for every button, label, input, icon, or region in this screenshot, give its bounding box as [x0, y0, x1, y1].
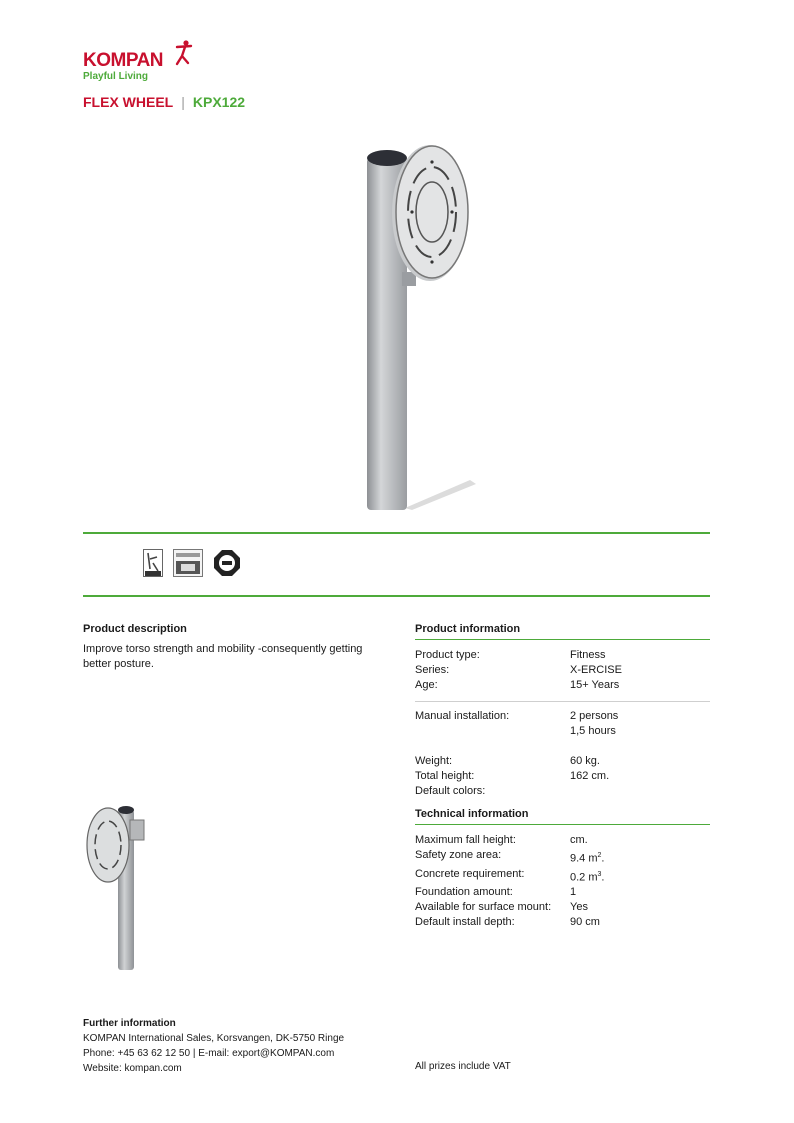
- kompan-figure-icon: [173, 40, 193, 66]
- tech-label: Safety zone area:: [415, 849, 502, 861]
- product-main-image: [350, 140, 480, 520]
- footer-address: KOMPAN International Sales, Korsvangen, DK-5750 Ringe: [83, 1033, 345, 1044]
- info-label: Manual installation:: [415, 710, 510, 722]
- product-title: [83, 94, 245, 110]
- section-rule-bottom: [83, 595, 710, 597]
- tech-row: [415, 900, 710, 915]
- info-label: Total height:: [415, 770, 475, 782]
- info-row: [415, 784, 710, 799]
- info-value: Fitness: [570, 649, 606, 661]
- info-value: 1,5 hours: [570, 725, 616, 737]
- technical-info-section: [415, 808, 710, 930]
- info-row: [415, 709, 710, 724]
- tech-value: cm.: [570, 834, 588, 846]
- info-label: Product type:: [415, 649, 480, 661]
- section-rule-top: [83, 532, 710, 534]
- footer-heading: Further information: [83, 1018, 176, 1029]
- product-info-section: [415, 623, 710, 799]
- tech-row: [415, 848, 710, 867]
- product-side-image: [82, 800, 152, 975]
- info-value: 2 persons: [570, 710, 619, 722]
- tech-row: [415, 915, 710, 930]
- description-heading: Product description: [83, 623, 187, 635]
- tech-value: 0.2 $m^3$.: [570, 870, 605, 884]
- tech-row: [415, 885, 710, 900]
- tech-value: 90 cm: [570, 916, 600, 929]
- certification-row: [143, 548, 241, 578]
- epi-cert-icon: [143, 549, 163, 577]
- product-code: KPX122: [192, 94, 246, 110]
- tech-row: [415, 833, 710, 848]
- info-label: Age:: [415, 679, 438, 691]
- info-value: 15+ Years: [570, 679, 620, 691]
- title-separator: |: [181, 94, 185, 110]
- tuv-cert-icon: [213, 549, 241, 577]
- info-value: 60 kg.: [570, 755, 600, 767]
- info-row: [415, 724, 710, 739]
- product-info-heading: Product information: [415, 623, 710, 640]
- footer-website: Website: kompan.com: [83, 1063, 182, 1074]
- tech-row: [415, 867, 710, 886]
- description-text: Improve torso strength and mobility -consequently getting better posture.: [83, 643, 363, 670]
- vat-note: All prizes include VAT: [415, 1061, 511, 1072]
- info-label: Weight:: [415, 755, 453, 767]
- info-row: [415, 678, 710, 693]
- footer-contact-line: Phone: +45 63 62 12 50 | E-mail: export@KOMPAN.com: [83, 1048, 335, 1059]
- info-row: [415, 648, 710, 663]
- tech-label: Maximum fall height:: [415, 834, 516, 846]
- info-row: [415, 754, 710, 769]
- info-row: [415, 663, 710, 678]
- tech-value: 1: [570, 886, 577, 899]
- brand-name: KOMPAN: [83, 50, 164, 71]
- tech-label: Available for surface mount:: [415, 901, 552, 914]
- ekoi-cert-icon: [173, 549, 203, 577]
- info-label: Series:: [415, 664, 450, 676]
- tech-value: Yes: [570, 901, 588, 914]
- technical-info-heading: Technical information: [415, 808, 710, 825]
- tech-value: 9.4 $m^2$.: [570, 852, 605, 865]
- tech-label: Concrete requirement:: [415, 867, 525, 880]
- tech-label: Default install depth:: [415, 916, 515, 929]
- tech-label: Foundation amount:: [415, 886, 513, 899]
- info-row: [415, 769, 710, 784]
- info-value: 162 cm.: [570, 770, 610, 782]
- footer-contact: [83, 1016, 344, 1076]
- brand-tagline: Playful Living: [83, 71, 149, 82]
- kompan-logo: [83, 40, 203, 86]
- product-name: FLEX WHEEL: [83, 94, 174, 110]
- info-value: [570, 784, 710, 799]
- info-value: X-ERCISE: [570, 664, 622, 676]
- info-label: Default colors:: [415, 785, 486, 797]
